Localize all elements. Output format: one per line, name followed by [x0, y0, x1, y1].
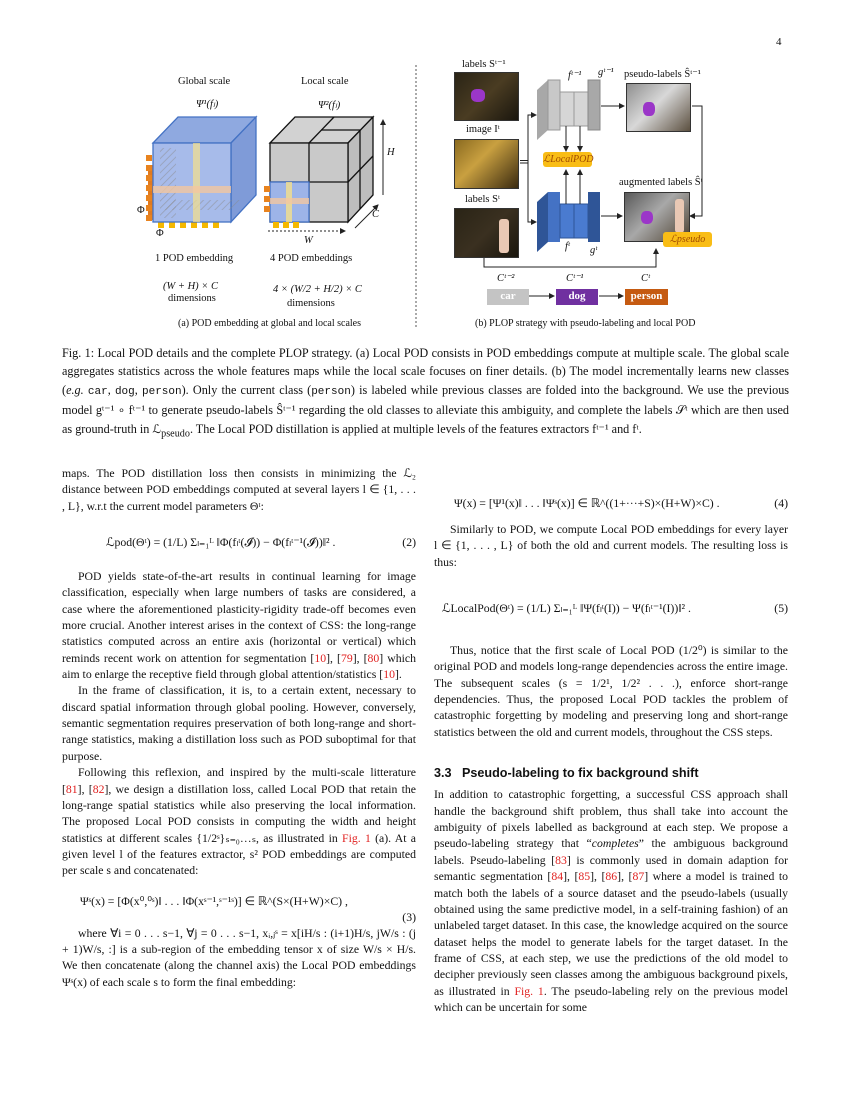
equation-number: (5)	[774, 602, 788, 616]
class-box-person: person	[625, 289, 668, 305]
equation-body: ℒLocalPod(Θᵗ) = (1/L) Σₗ₌₁ᴸ ‖Ψ(fₗᵗ(I)) − Ψ(fₗᵗ⁻¹(I))‖² .	[442, 602, 691, 616]
text-segment: ] where a model is trained to match both the labels of a source dataset and the pseudo-labels (usually obtained using the same predictive model, in a self-training fashion) of an unlabeled target dataset. In this case, the knowledge acquired on the source dataset helps the model to generate labels for the target dataset. In the frame of CSS, at each step, we use the predictions of the old model to decipher previously seen classes among the ambiguous background pixels, as illustrated in	[434, 870, 789, 998]
global-scale-title: Global scale	[178, 76, 231, 87]
labels-cur-label: labels Sᵗ	[465, 194, 500, 205]
class-step-label: Cᵗ⁻¹	[566, 273, 584, 284]
text-segment: ], [	[352, 651, 368, 665]
paragraph	[62, 683, 416, 765]
equation-3	[62, 894, 416, 910]
text-segment: . The pseudo-labeling rely on the previous model which can be uncertain for some	[434, 984, 788, 1014]
subfigure-b-caption: (b) PLOP strategy with pseudo-labeling and local POD	[475, 318, 696, 329]
text-segment: Similarly to POD, we compute Local POD embeddings for every layer l ∈ {1, . . . , L} of both the old and current models. The resulting loss is thus:	[434, 523, 788, 569]
page-number: 4	[776, 36, 782, 48]
equation-3-number-row	[62, 910, 416, 926]
image-label: image Iᵗ	[466, 124, 500, 135]
g-cur-label: gᵗ	[590, 245, 598, 256]
psi1-label: Ψ¹(fₗ)	[196, 99, 219, 110]
phi-left-label: Φ	[137, 205, 145, 216]
citation-link[interactable]: 87	[632, 870, 645, 884]
equation-2	[62, 535, 416, 551]
phi-bottom-label: Φ	[156, 228, 164, 239]
equation-body: Ψˢ(x) = [Φ(x⁰,⁰ˢ)‖ . . . ‖Φ(xˢ⁻¹,ˢ⁻¹ˢ)] ∈ ℝ^(S×(H+W)×C) ,	[80, 894, 348, 908]
text-segment: ) is labeled while previous classes are folded into the background. We use the previous model gᵗ⁻¹ ∘ fᵗ⁻¹ to generate pseudo-labels Ŝᵗ⁻¹ regarding the old classes to alleviate this ambiguity, and complete the labels 𝒮ᵗ which are then used as ground-truth in ℒ	[62, 382, 790, 436]
global-scale-cube	[146, 117, 256, 228]
text-segment: ,	[107, 382, 115, 397]
local-dims-word: dimensions	[287, 298, 335, 309]
text-segment: ], we design a distillation loss, called Local POD that retain the long-range spatial statistics while also preserving the local information. The proposed Local POD consists in computing the width and height statistics at different scales {1/2ˢ}ₛ₌₀…ₛ, as illustrated in	[62, 782, 416, 845]
pseudo-loss-box: ℒpseudo	[663, 232, 712, 247]
old-model-network	[537, 80, 600, 140]
equation-body: ℒpod(Θᵗ) = (1/L) Σₗ₌₁ᴸ ‖Φ(fₗᵗ(𝓘)) − Φ(fₗᵗ⁻¹(𝓘))‖² .	[106, 536, 336, 550]
text-segment: dog	[114, 385, 135, 398]
text-segment: ,	[134, 382, 142, 397]
local-scale-cube	[264, 117, 373, 228]
paragraph	[434, 522, 788, 571]
text-segment: Fig. 1: Local POD details and the complete PLOP strategy. (a) Local POD consists in POD embeddings compute at multiple scale. The global scale aggregates statistics across the whole features maps while the local scale focuses on finer details. (b) The model incrementally learns new classes (	[62, 346, 789, 397]
text-segment: Thus, notice that the first scale of Local POD (1/2⁰) is similar to the original POD and models long-range dependencies across the entire image. The subsequent scales (s = 1/2¹, 1/2² . . .), enforce short-range dependencies. Thus, the proposed Local POD tackles the problem of catastrophic forgetting by modeling and preserving long and short-range statistics between the old and current models, throughout the CSS steps.	[434, 644, 788, 739]
citation-link[interactable]: 80	[367, 651, 380, 665]
text-segment: maps. The POD distillation loss then consists in minimizing the ℒ₂ distance between POD embeddings computed at several layers l ∈ {1, . . . , L}, w.r.t the current model parameters Θᵗ:	[62, 467, 416, 513]
section-heading	[434, 765, 788, 781]
local-count: 4 POD embeddings	[270, 253, 353, 264]
citation-link[interactable]: 79	[340, 651, 353, 665]
text-segment: ] is commonly used in domain adaption for semantic segmentation [	[434, 853, 789, 884]
equation-number: (4)	[774, 497, 788, 510]
localpod-loss-box: ℒLocalPOD	[543, 154, 594, 165]
labels-prev-label: labels Sᵗ⁻¹	[462, 59, 506, 70]
section-number: 3.3	[434, 766, 452, 781]
class-box-dog: dog	[556, 289, 598, 305]
text-segment: ], [	[563, 870, 579, 884]
augmented-labels-label: augmented labels Ŝᵗ	[619, 177, 703, 188]
text-segment: ). Only the current class (	[181, 382, 312, 397]
local-dims: 4 × (W/2 + H/2) × C	[273, 284, 362, 295]
equation-number: (2)	[402, 536, 416, 550]
text-segment: person	[311, 385, 351, 398]
equation-body: Ψ(x) = [Ψ¹(x)‖ . . . ‖Ψˢ(x)] ∈ ℝ^((1+···+S)×(H+W)×C) .	[454, 497, 720, 510]
text-segment: In the frame of classification, it is, to a certain extent, necessary to discard spatial information through global pooling. However, conversely, semantic segmentation requires preservation of both long-range and short-range statistics, making a distillation loss such as POD suboptimal for that purpose.	[62, 684, 416, 763]
axis-w-label: W	[304, 235, 313, 246]
text-segment: ], [	[590, 870, 606, 884]
equation-4	[434, 496, 788, 512]
axis-c-label: C	[372, 209, 380, 220]
labels-prev-photo	[454, 72, 519, 121]
text-segment: pseudo	[161, 428, 190, 440]
citation-link[interactable]: 84	[551, 870, 564, 884]
axis-h-label: H	[387, 147, 395, 158]
g-prev-label: gᵗ⁻¹	[598, 67, 614, 78]
citation-link[interactable]: 10	[383, 668, 395, 682]
local-scale-title: Local scale	[301, 76, 349, 87]
text-segment: ], [	[326, 651, 341, 665]
paragraph	[434, 787, 788, 1016]
figure-1	[0, 0, 850, 340]
figure-graphics	[0, 0, 850, 340]
citation-link[interactable]: 81	[65, 782, 78, 796]
citation-link[interactable]: 10	[314, 651, 327, 665]
left-column	[62, 466, 416, 991]
paragraph	[62, 765, 416, 879]
text-segment: person	[142, 385, 182, 398]
section-title: Pseudo-labeling to fix background shift	[462, 766, 699, 781]
f-prev-label: fᵗ⁻¹	[568, 70, 582, 81]
paragraph	[434, 643, 788, 741]
text-segment: ], [	[617, 870, 633, 884]
class-step-label: Cᵗ⁻²	[497, 273, 515, 284]
citation-link[interactable]: 85	[578, 870, 591, 884]
text-segment: POD yields state-of-the-art results in continual learning for image classification, especially when large numbers of tasks are considered, a case where the aforementioned plasticity-rigidity trade-off becomes even more crucial. Another interest arises in the context of CSS: the long-range statistics computed across an entire axis (horizontal or vertical) which reminds recent work on attention for segmentation [	[62, 570, 416, 665]
text-segment: In addition to catastrophic forgetting, a successful CSS approach shall handle the background shift problem, thus shall take into account the ambiguity of pixels labelled as background at each step. We propose a pseudo-labeling strategy that “	[434, 788, 788, 851]
figure-caption	[62, 344, 789, 443]
global-count: 1 POD embedding	[155, 253, 234, 264]
input-image-photo	[454, 139, 519, 189]
citation-link[interactable]: 83	[555, 853, 567, 867]
labels-cur-photo	[454, 208, 519, 258]
text-segment: . The Local POD distillation is applied at multiple levels of the features extractors fᵗ⁻¹ and fᵗ.	[189, 421, 642, 436]
global-dims-word: dimensions	[168, 293, 216, 304]
equation-5	[434, 601, 788, 617]
subfigure-a-caption: (a) POD embedding at global and local scales	[178, 318, 361, 329]
text-segment: ].	[394, 668, 402, 682]
global-dims: (W + H) × C	[163, 281, 218, 292]
paragraph	[62, 569, 416, 683]
paragraph	[62, 926, 416, 991]
citation-link[interactable]: 86	[605, 870, 618, 884]
text-segment: e.g.	[66, 382, 84, 397]
text-segment: ], [	[77, 782, 93, 796]
paragraph	[62, 466, 416, 515]
pseudo-labels-photo	[626, 83, 691, 132]
citation-link[interactable]: Fig. 1	[514, 984, 544, 998]
pseudo-labels-label: pseudo-labels Ŝᵗ⁻¹	[624, 69, 701, 80]
citation-link[interactable]: 82	[92, 782, 105, 796]
text-segment: (a). At a given level l of the features extractor, s² POD embeddings are computed per scale s and concatenated:	[62, 831, 416, 878]
equation-number: (3)	[402, 910, 416, 924]
text-segment: Following this reflexion, and inspired by the multi-scale litterature [	[62, 766, 416, 796]
right-column	[434, 496, 788, 1016]
class-box-car: car	[487, 289, 529, 305]
psi2-label: Ψ²(fₗ)	[318, 100, 341, 111]
class-step-label: Cᵗ	[641, 273, 650, 284]
f-cur-label: fᵗ	[565, 241, 570, 252]
text-segment: completes	[591, 837, 639, 851]
text-segment: ” the ambiguous background labels. Pseudo-labeling [	[434, 837, 788, 867]
text-segment: where ∀i = 0 . . . s−1, ∀j = 0 . . . s−1, xᵢ,ⱼˢ = x[iH/s : (i+1)H/s, jW/s : (j + 1)W/s, :] is a sub-region of the embedding tensor x of size W/s × H/s. We then concatenate (along the channel axis) the Local POD embeddings Ψˢ(x) of each scale s to form the final embedding:	[62, 926, 416, 989]
text-segment: car	[87, 385, 108, 398]
citation-link[interactable]: Fig. 1	[342, 831, 371, 845]
text-segment: ] which aim to enlarge the receptive field through global attention/statistics [	[62, 651, 416, 682]
